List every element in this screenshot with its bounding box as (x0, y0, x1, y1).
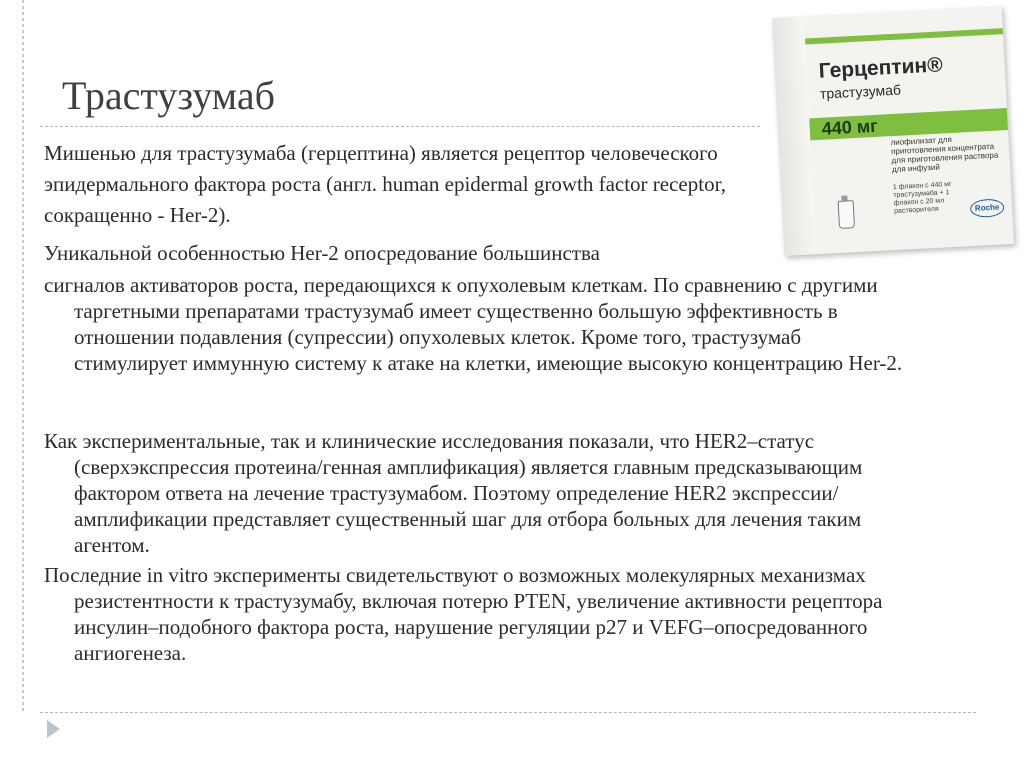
box-top-stripe (805, 28, 1003, 44)
left-border-rule (22, 0, 24, 712)
herceptin-package-image (772, 6, 1014, 256)
next-slide-arrow-icon[interactable] (47, 720, 60, 738)
footer-divider (40, 712, 976, 713)
generic-name: трастузумаб (819, 81, 902, 102)
brand-name: Герцептин® (818, 53, 944, 83)
paragraph-her2-status: Как экспериментальные, так и клинические исследования показали, что HER2–статус (сверхэкспрессия протеина/генная амплификация) является главным предсказывающим фактором ответа на лечение трастузумабом. Поэтому определение HER2 экспрессии/амплификации представляет существенный шаг для отбора больных для лечения таким агентом. (44, 429, 863, 557)
title-divider (40, 126, 760, 127)
paragraph-signals: сигналов активаторов роста, передающихся к опухолевым клеткам. По сравнению с другими таргетными препаратами трастузумаб имеет существенно большую эффективность в отношении подавления (супрессии) опухолевых клеток. Кроме того, трастузумаб стимулирует иммунную систему к атаке на клетки, имеющие высокую концентрацию Her-2. (44, 273, 903, 375)
dose-label: 440 мг (821, 115, 879, 139)
dosage-form-text: лиофилизат для приготовления концентрата для приготовления раствора для инфузий (890, 134, 999, 175)
paragraph-resistance: Последние in vitro эксперименты свидетельствуют о возможных молекулярных механизмах резистентности к трастузумабу, включая потерю PTEN, увеличение активности рецептора инсулин–подобного фактора роста, нарушение регуляции р27 и VEFG–опосредованного ангиогенеза. (44, 563, 883, 665)
package-contents-text: 1 флакон с 440 мг трастузумаба + 1 флакон с 20 мл растворителя (892, 181, 952, 216)
vial-icon (838, 200, 855, 229)
paragraph-feature: Уникальной особенностью Her-2 опосредование большинства (44, 241, 600, 265)
paragraph-target: Мишенью для трастузумаба (герцептина) является рецептор человеческого эпидермального фактора роста (англ. human epidermal growth factor receptor, сокращенно - Her-2). (44, 141, 726, 227)
roche-logo: Roche (970, 198, 1005, 218)
slide-title: Трастузумаб (62, 73, 275, 118)
